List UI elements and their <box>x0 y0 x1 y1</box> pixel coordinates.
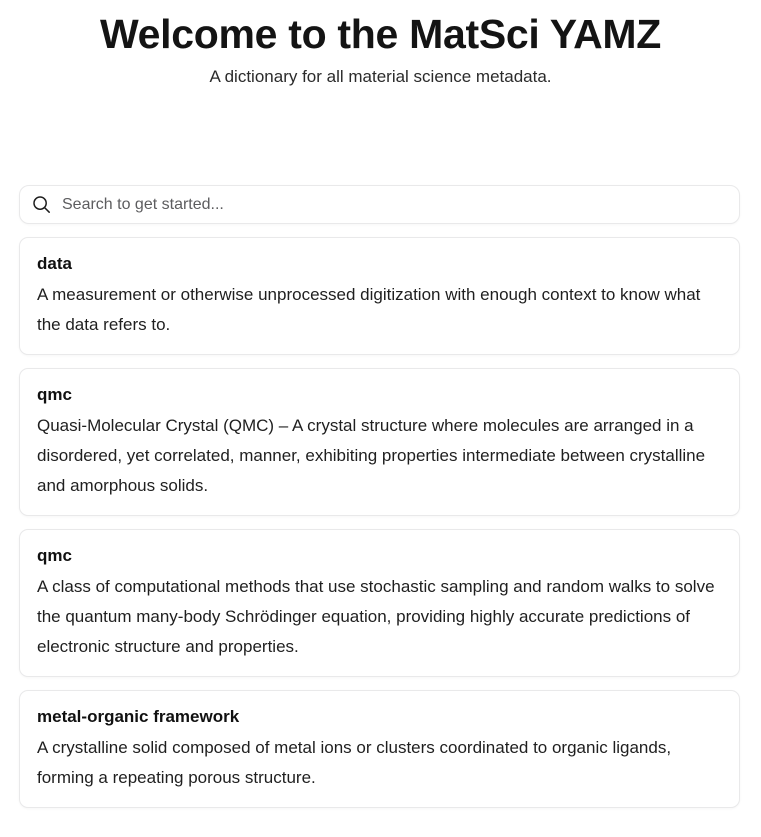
main-content <box>19 185 740 808</box>
result-card[interactable] <box>19 368 740 516</box>
result-term: qmc <box>37 546 72 565</box>
result-definition: A crystalline solid composed of metal ions or clusters coordinated to organic ligands, forming a repeating porous structure. <box>37 738 672 787</box>
page-title: Welcome to the MatSci YAMZ <box>99 11 661 57</box>
page-header <box>0 0 761 90</box>
search-bar[interactable] <box>19 185 740 224</box>
result-definition: A measurement or otherwise unprocessed digitization with enough context to know what the data refers to. <box>37 285 701 334</box>
search-icon <box>32 195 51 214</box>
result-card[interactable] <box>19 690 740 808</box>
result-term: metal-organic framework <box>37 707 240 726</box>
result-card[interactable] <box>19 237 740 355</box>
search-results-list <box>19 237 740 808</box>
result-term: data <box>37 254 72 273</box>
result-definition: A class of computational methods that use stochastic sampling and random walks to solve the quantum many-body Schrödinger equation, providing highly accurate predictions of electronic structure and properties. <box>37 577 715 656</box>
result-definition: Quasi-Molecular Crystal (QMC) – A crystal structure where molecules are arranged in a disordered, yet correlated, manner, exhibiting properties intermediate between crystalline and amorphous solids. <box>37 416 706 495</box>
result-term: qmc <box>37 385 72 404</box>
page-subtitle: A dictionary for all material science metadata. <box>209 67 552 86</box>
search-input[interactable] <box>62 194 727 216</box>
result-card[interactable] <box>19 529 740 677</box>
